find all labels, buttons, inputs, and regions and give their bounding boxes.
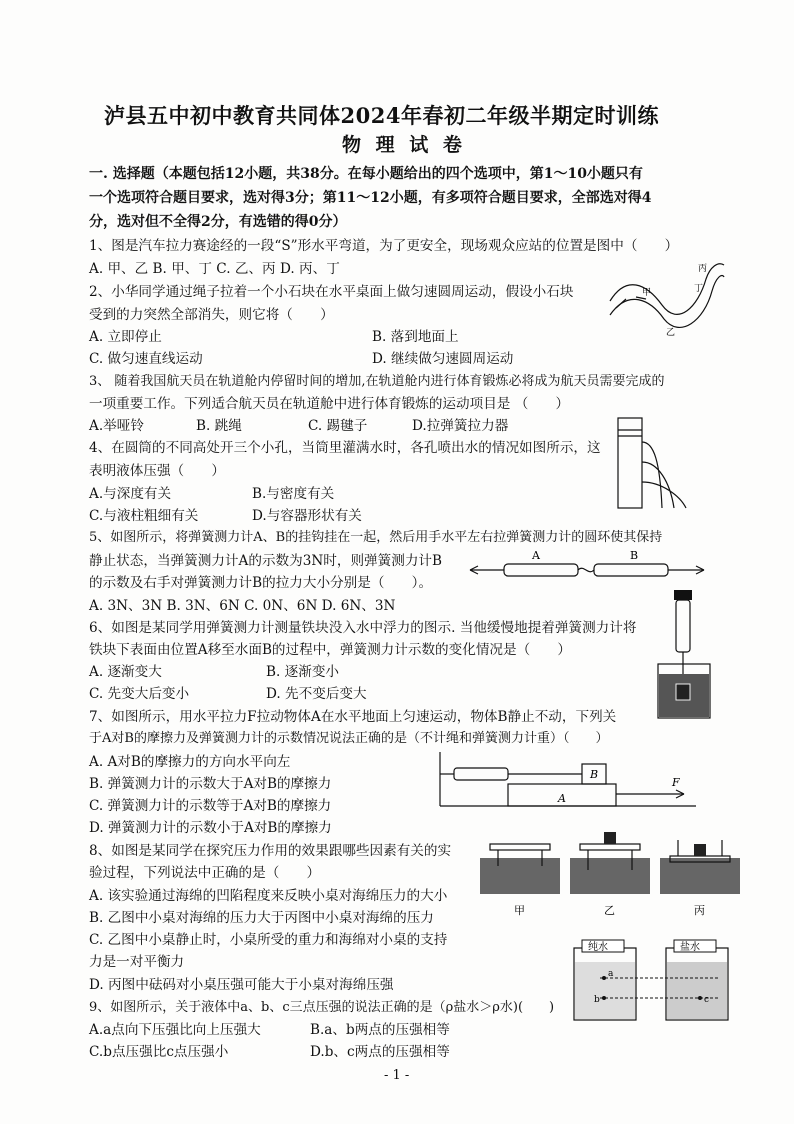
- beakers-figure: [570, 938, 730, 1022]
- label-bing: 丙: [694, 904, 705, 917]
- block-a-label: A: [558, 792, 566, 805]
- q3-option-a: A.举哑铃: [89, 418, 144, 434]
- scale-a-label: A: [532, 550, 540, 562]
- fig-label-yi: 乙: [666, 328, 676, 338]
- q5-stem-line2: 静止状态，当弹簧测力计A的示数为3N时，则弹簧测力计B: [89, 553, 443, 569]
- q4-stem-line2: 表明液体压强（ ）: [89, 463, 225, 479]
- salt-water-fill: [667, 962, 727, 1019]
- point-c-label: c: [704, 995, 710, 1005]
- q6-option-d: D. 先不变后变大: [266, 686, 367, 702]
- jet-bottom: [642, 482, 686, 508]
- q5-options: A. 3N、3N B. 3N、6N C. 0N、6N D. 6N、3N: [89, 598, 396, 614]
- q4-option-a: A.与深度有关: [89, 486, 172, 502]
- label-jia: 甲: [514, 904, 525, 917]
- q3-option-d: D.拉弹簧拉力器: [412, 418, 509, 434]
- table-top-jia: [490, 844, 550, 850]
- fig-label-jia: 甲: [642, 288, 652, 298]
- sponge-jia: [480, 858, 560, 894]
- buoyancy-figure: [654, 588, 714, 720]
- q3-stem-line2: 一项重要工作。下列适合航天员在轨道舱中进行体育锻炼的运动项目是 （ ）: [89, 396, 570, 412]
- q2-option-b: B. 落到地面上: [372, 329, 459, 345]
- q9-option-b: B.a、b两点的压强相等: [310, 1022, 450, 1038]
- page-number: - 1 -: [384, 1068, 410, 1083]
- block-b-label: B: [590, 768, 599, 781]
- q8-option-d: D. 丙图中砝码对小桌压强可能大于小桌对海绵压强: [89, 977, 394, 993]
- q2-option-a: A. 立即停止: [89, 329, 162, 345]
- cylinder-body: [618, 418, 642, 508]
- q6-option-b: B. 逐渐变小: [266, 664, 340, 680]
- s-curve-road-figure: [606, 255, 726, 341]
- section-instruction-line2: 一个选项符合题目要求，选对得3分；第11～12小题，有多项符合题目要求，全部选对得4: [89, 190, 652, 206]
- q9-stem: 9、如图所示，关于液体中a、b、c三点压强的说法正确的是（ρ盐水＞ρ水)( ): [89, 1000, 555, 1015]
- q3-option-c: C. 踢毽子: [308, 418, 368, 434]
- spring-scale-a: [504, 564, 578, 576]
- q7-option-b: B. 弹簧测力计的示数大于A对B的摩擦力: [89, 776, 332, 792]
- weight-yi: [604, 832, 616, 844]
- spring-scale: [454, 768, 508, 780]
- pure-water-fill: [575, 962, 635, 1019]
- salt-water-label: 盐水: [680, 942, 700, 953]
- spring-scale: [676, 600, 690, 652]
- friction-figure: [434, 744, 700, 812]
- iron-block: [676, 684, 690, 700]
- q6-option-c: C. 先变大后变小: [89, 686, 190, 702]
- road-edge-inner: [610, 276, 724, 328]
- q6-option-a: A. 逐渐变大: [89, 664, 162, 680]
- hooks: [578, 568, 594, 571]
- sponge-bing: [660, 858, 740, 894]
- q8-stem-line2: 验过程，下列说法中正确的是（ ）: [89, 865, 321, 881]
- q9-option-c: C.b点压强比c点压强小: [89, 1044, 229, 1060]
- q9-option-d: D.b、c两点的压强相等: [310, 1044, 450, 1060]
- q2-stem-line2: 受到的力突然全部消失，则它将（ ）: [89, 307, 334, 323]
- q4-option-d: D.与容器形状有关: [252, 508, 362, 524]
- q5-stem-line1: 5、如图所示，将弹簧测力计A、B的挂钩挂在一起，然后用手水平左右拉弹簧测力计的圆环使其保持: [89, 530, 663, 545]
- q2-option-c: C. 做匀速直线运动: [89, 351, 203, 367]
- water-cylinder-figure: [614, 412, 694, 512]
- point-b: [602, 996, 606, 1000]
- q7-option-c: C. 弹簧测力计的示数等于A对B的摩擦力: [89, 798, 332, 814]
- hand-holder: [674, 590, 692, 600]
- q2-stem-line1: 2、小华同学通过绳子拉着一个小石块在水平桌面上做匀速圆周运动，假设小石块: [89, 284, 574, 300]
- q5-stem-line3: 的示数及右手对弹簧测力计B的拉力大小分别是（ ）。: [89, 575, 433, 591]
- road-arrow-1: [616, 299, 626, 308]
- q4-option-b: B.与密度有关: [252, 486, 335, 502]
- q8-option-a: A. 该实验通过海绵的凹陷程度来反映小桌对海绵压力的大小: [89, 888, 448, 904]
- label-yi: 乙: [604, 904, 615, 917]
- q6-stem-line1: 6、如图是某同学用弹簧测力计测量铁块没入水中浮力的图示. 当他缓慢地提着弹簧测力计将: [89, 620, 637, 636]
- jet-top: [642, 442, 662, 508]
- q4-stem-line1: 4、在圆筒的不同高处开三个小孔，当筒里灌满水时，各孔喷出水的情况如图所示，这: [89, 440, 601, 456]
- weight-bing: [694, 844, 706, 856]
- point-c: [698, 996, 702, 1000]
- point-b-label: b: [594, 995, 600, 1005]
- q3-stem-line1: 3、 随着我国航天员在轨道舱内停留时间的增加,在轨道舱内进行体育锻炼必将成为航天员需要完成的: [89, 374, 665, 389]
- q2-option-d: D. 继续做匀速圆周运动: [372, 351, 514, 367]
- q4-option-c: C.与液柱粗细有关: [89, 508, 199, 524]
- page-title: 泸县五中初中教育共同体2024年春初二年级半期定时训练: [104, 103, 659, 128]
- force-label: F: [672, 776, 680, 789]
- q7-stem-line2: 于A对B的摩擦力及弹簧测力计的示数情况说法正确的是（不计绳和弹簧测力计重）（ ）: [89, 731, 609, 746]
- q3-option-b: B. 跳绳: [196, 418, 242, 434]
- q8-option-c-line1: C. 乙图中小桌静止时，小桌所受的重力和海绵对小桌的支持: [89, 932, 448, 948]
- q9-option-a: A.a点向下压强比向上压强大: [89, 1022, 261, 1038]
- fig-label-ding: 丁: [694, 284, 704, 294]
- spring-scale-b: [594, 564, 668, 576]
- pure-water-label: 纯水: [588, 942, 608, 953]
- section-instruction-line1: 一. 选择题（本题包括12小题，共38分。在每小题给出的四个选项中，第1～10小题只有: [89, 166, 643, 182]
- point-a: [602, 976, 606, 980]
- sponge-figure: [478, 826, 742, 918]
- q6-stem-line2: 铁块下表面由位置A移至水面B的过程中，弹簧测力计示数的变化情况是（ ）: [89, 642, 571, 658]
- scale-b-label: B: [630, 550, 639, 562]
- fig-label-bing: 丙: [698, 264, 708, 274]
- section-instruction-line3: 分，选对但不全得2分，有选错的得0分）: [89, 214, 347, 230]
- sponge-yi: [570, 858, 650, 894]
- q7-option-a: A. A对B的摩擦力的方向水平向左: [89, 754, 291, 770]
- q7-option-d: D. 弹簧测力计的示数小于A对B的摩擦力: [89, 820, 332, 836]
- point-a-label: a: [608, 969, 614, 979]
- q8-option-b: B. 乙图中小桌对海绵的压力大于丙图中小桌对海绵的压力: [89, 910, 434, 926]
- q8-stem-line1: 8、如图是某同学在探究压力作用的效果跟哪些因素有关的实: [89, 843, 452, 859]
- q7-stem-line1: 7、如图所示，用水平拉力F拉动物体A在水平地面上匀速运动，物体B静止不动，下列关: [89, 709, 617, 725]
- page-subtitle: 物 理 试 卷: [342, 134, 466, 156]
- spring-scales-figure: [468, 550, 708, 584]
- q1-stem: 1、图是汽车拉力赛途经的一段“S”形水平弯道，为了更安全，现场观众应站的位置是图中（ ）: [89, 238, 679, 254]
- table-top-yi: [580, 844, 640, 850]
- q1-options: A. 甲、乙 B. 甲、丁 C. 乙、丙 D. 丙、丁: [89, 261, 340, 277]
- q8-option-c-line2: 力是一对平衡力: [89, 954, 185, 970]
